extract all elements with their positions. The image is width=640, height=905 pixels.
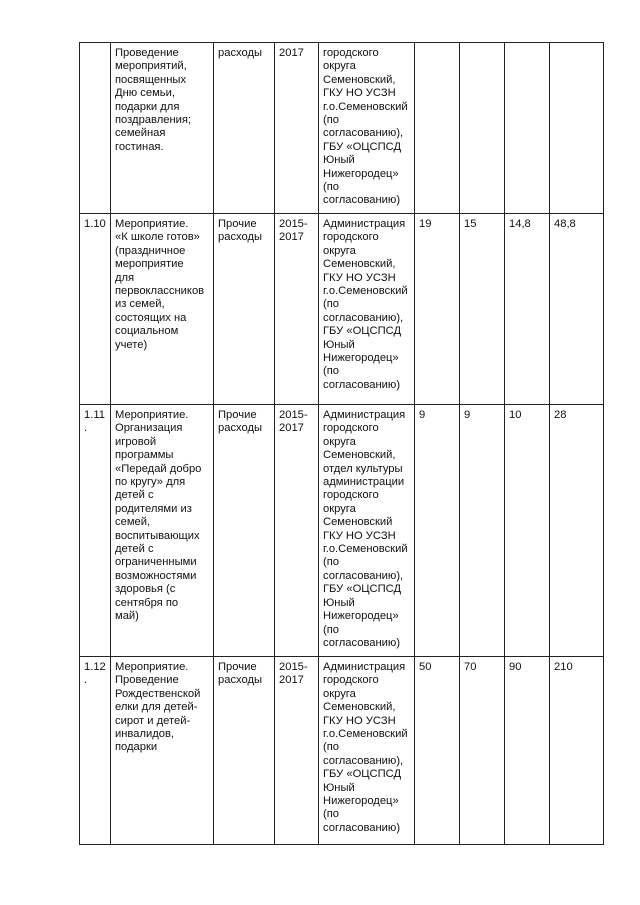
table-row xyxy=(80,405,604,657)
funding-value-2-cell: 9 xyxy=(460,405,505,657)
executors-cell: Администрация городского округа Семеновский, ГКУ НО УСЗН г.о.Семеновский (по согласованию), ГБУ «ОЦСПСД Юный Нижегородец» (по согласованию) xyxy=(319,214,415,405)
item-number-cell xyxy=(80,43,111,214)
funding-total-cell xyxy=(550,43,604,214)
expense-type-cell: расходы xyxy=(214,43,275,214)
table-row xyxy=(80,43,604,214)
activity-name-cell: Мероприятие. Проведение Рождественской елки для детей- сирот и детей- инвалидов, подарки xyxy=(111,657,214,845)
funding-total-cell: 48,8 xyxy=(550,214,604,405)
funding-value-3-cell xyxy=(505,43,550,214)
funding-total-cell: 28 xyxy=(550,405,604,657)
expense-type-cell: Прочие расходы xyxy=(214,657,275,845)
years-cell: 2017 xyxy=(275,43,319,214)
executors-cell: Администрация городского округа Семеновский, ГКУ НО УСЗН г.о.Семеновский (по согласованию), ГБУ «ОЦСПСД Юный Нижегородец» (по согласованию) xyxy=(319,657,415,845)
table-row xyxy=(80,657,604,845)
item-number-cell: 1.12 . xyxy=(80,657,111,845)
activity-name-cell: Мероприятие. Организация игровой программы «Передай добро по кругу» для детей с родителями из семей, воспитывающих детей с ограниченными возможностями здоровья (с сентября по май) xyxy=(111,405,214,657)
funding-value-1-cell: 50 xyxy=(415,657,460,845)
funding-value-1-cell: 9 xyxy=(415,405,460,657)
funding-value-2-cell xyxy=(460,43,505,214)
activity-name-cell: Проведение мероприятий, посвященных Дню семьи, подарки для поздравления; семейная гостиная. xyxy=(111,43,214,214)
expense-type-cell: Прочие расходы xyxy=(214,405,275,657)
activity-name-cell: Мероприятие. «К школе готов» (праздничное мероприятие для первоклассников из семей, состоящих на социальном учете) xyxy=(111,214,214,405)
funding-value-1-cell xyxy=(415,43,460,214)
years-cell: 2015- 2017 xyxy=(275,214,319,405)
funding-value-2-cell: 15 xyxy=(460,214,505,405)
funding-value-3-cell: 14,8 xyxy=(505,214,550,405)
funding-value-3-cell: 90 xyxy=(505,657,550,845)
funding-total-cell: 210 xyxy=(550,657,604,845)
years-cell: 2015- 2017 xyxy=(275,657,319,845)
item-number-cell: 1.10 xyxy=(80,214,111,405)
funding-value-2-cell: 70 xyxy=(460,657,505,845)
funding-value-3-cell: 10 xyxy=(505,405,550,657)
years-cell: 2015- 2017 xyxy=(275,405,319,657)
executors-cell: Администрация городского округа Семеновский, отдел культуры администрации городского округа Семеновский ГКУ НО УСЗН г.о.Семеновский (по согласованию), ГБУ «ОЦСПСД Юный Нижегородец» (по согласованию) xyxy=(319,405,415,657)
executors-cell: городского округа Семеновский, ГКУ НО УСЗН г.о.Семеновский (по согласованию), ГБУ «ОЦСПСД Юный Нижегородец» (по согласованию) xyxy=(319,43,415,214)
table-row xyxy=(80,214,604,405)
item-number-cell: 1.11 . xyxy=(80,405,111,657)
expense-type-cell: Прочие расходы xyxy=(214,214,275,405)
funding-value-1-cell: 19 xyxy=(415,214,460,405)
program-activities-table xyxy=(79,42,604,845)
